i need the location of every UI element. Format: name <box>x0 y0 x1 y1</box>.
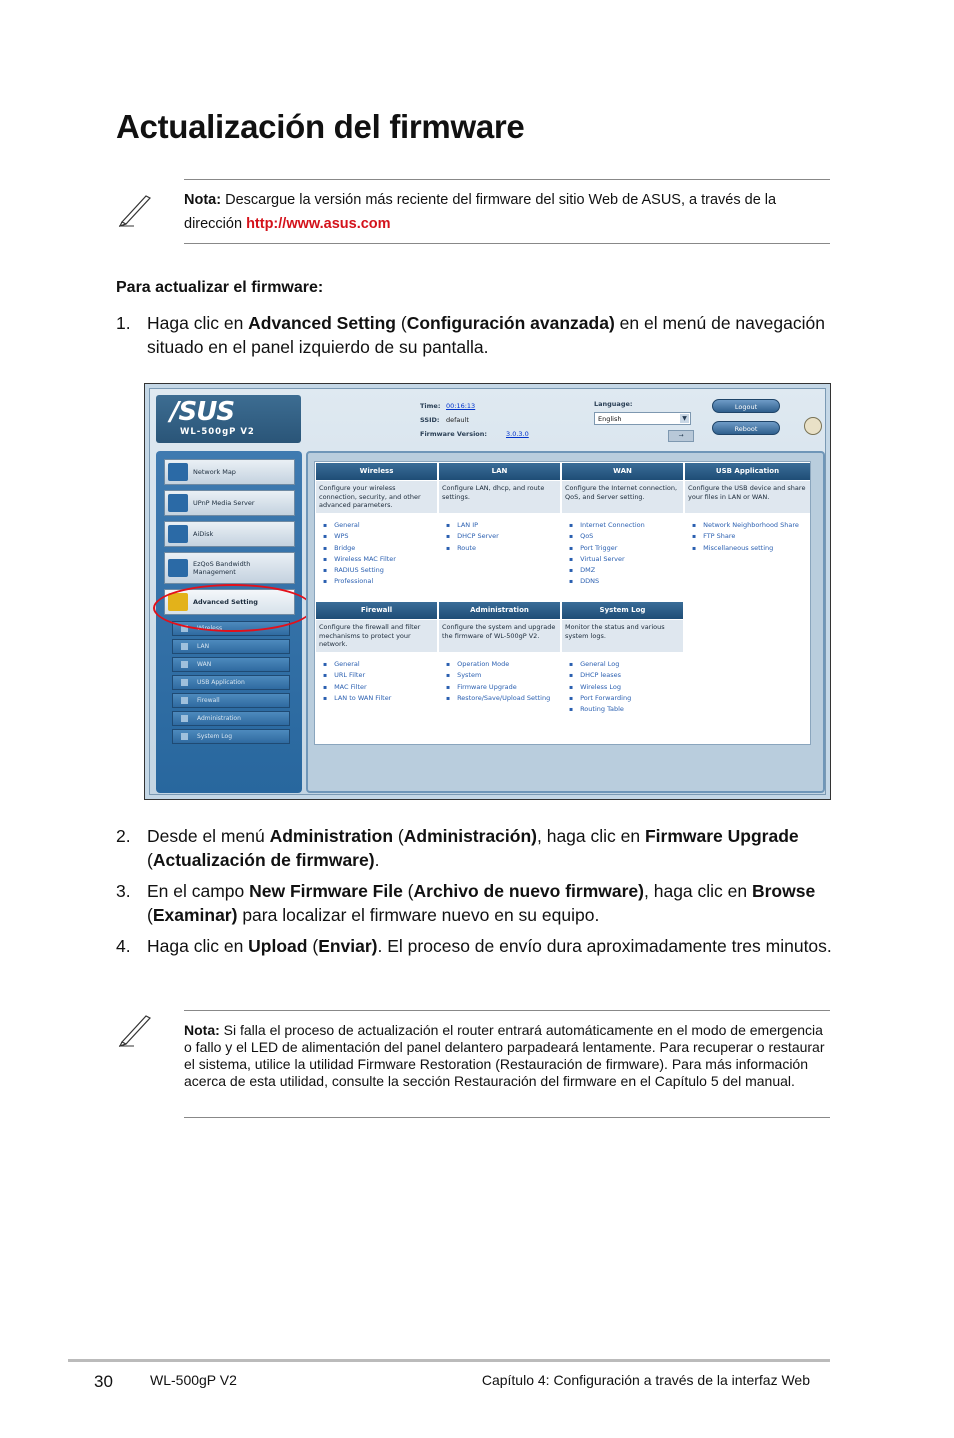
sidebar-item-label: EzQoS Bandwidth Management <box>193 560 251 576</box>
router-ui-screenshot <box>144 383 831 800</box>
step-text-fragment: ( <box>307 936 319 956</box>
step-text-fragment: . <box>374 850 380 870</box>
link-item[interactable]: ▪ LAN to WAN Filter <box>323 693 391 704</box>
note-text: Descargue la versión más reciente del firmware del sitio Web de ASUS, a través de la dirección <box>184 192 777 232</box>
time-value[interactable]: 00:16:13 <box>446 402 476 410</box>
arrow-right-icon <box>181 733 188 740</box>
pen-note-icon <box>116 188 156 228</box>
step-bold-term: Administration <box>269 826 394 846</box>
link-item[interactable]: ▪ URL Filter <box>323 670 391 681</box>
step-text-fragment: , haga clic en <box>536 826 645 846</box>
sidebar-item-label: AiDisk <box>193 530 214 538</box>
link-item[interactable]: ▪ DHCP Server <box>446 531 499 542</box>
language-label: Language: <box>594 400 633 408</box>
category-desc: Configure the firewall and filter mechanisms to protect your network. <box>316 620 437 652</box>
category-header-usb-application[interactable]: USB Application <box>685 463 810 480</box>
footer-model: WL-500gP V2 <box>150 1372 237 1388</box>
note-recovery <box>184 1010 830 1118</box>
sidebar-sub-label: Wireless <box>197 625 223 632</box>
step-bold-term: Browse <box>751 881 816 901</box>
step-text-fragment: En el campo <box>147 881 250 901</box>
arrow-right-icon <box>181 679 188 686</box>
link-item[interactable]: ▪ General <box>323 520 396 531</box>
time-label: Time: <box>420 402 441 410</box>
step-bold-term: Administración) <box>403 826 537 846</box>
arrow-right-icon <box>181 697 188 704</box>
sidebar-sub-label: System Log <box>197 733 232 740</box>
step-bold-term: Enviar) <box>318 936 378 956</box>
apply-button[interactable]: → <box>668 430 694 442</box>
sidebar-sub-label: LAN <box>197 643 210 650</box>
page-title: Actualización del firmware <box>116 108 525 145</box>
router-ui-frame <box>149 388 826 795</box>
router-model: WL-500gP V2 <box>180 427 255 437</box>
category-desc: Configure your wireless connection, security, and other advanced parameters. <box>316 481 437 513</box>
step-bold-term: Examinar) <box>152 905 238 925</box>
language-select[interactable] <box>594 412 691 425</box>
link-item[interactable]: ▪ General <box>323 659 391 670</box>
link-item[interactable]: ▪ System <box>446 670 558 681</box>
step-bold-term: Firmware Upgrade <box>644 826 799 846</box>
category-desc: Configure the Internet connection, QoS, and Server setting. <box>562 481 683 513</box>
step-text-fragment: ( <box>393 826 404 846</box>
arrow-right-icon <box>181 715 188 722</box>
footer-divider <box>68 1359 830 1362</box>
sidebar-sub-wan[interactable] <box>172 657 290 672</box>
step-text-fragment: Desde el menú <box>147 826 270 846</box>
footer-chapter: Capítulo 4: Configuración a través de la interfaz Web <box>481 1372 810 1388</box>
link-item[interactable]: ▪ FTP Share <box>692 531 807 542</box>
step-bold-term: Configuración avanzada) <box>406 313 615 333</box>
link-item[interactable]: ▪ Routing Table <box>569 704 631 715</box>
wireless-links <box>323 520 396 588</box>
note-download-firmware <box>184 179 830 244</box>
sidebar-sub-administration[interactable] <box>172 711 290 726</box>
step-bold-term: Actualización de firmware) <box>152 850 375 870</box>
category-header-system-log[interactable]: System Log <box>562 602 683 619</box>
asus-logo-box <box>156 395 301 443</box>
step-text-fragment: , haga clic en <box>644 881 752 901</box>
step-number: 2. <box>116 826 131 846</box>
step-number: 4. <box>116 936 131 956</box>
qos-icon <box>168 559 188 577</box>
step-number: 3. <box>116 881 131 901</box>
link-item[interactable]: ▪ RADIUS Setting <box>323 565 396 576</box>
link-item[interactable]: ▪ Port Trigger <box>569 543 645 554</box>
link-item[interactable]: ▪ DMZ <box>569 565 645 576</box>
link-item[interactable]: ▪ MAC Filter <box>323 682 391 693</box>
pen-note-icon <box>116 1008 156 1048</box>
link-item[interactable]: ▪ DHCP leases <box>569 670 631 681</box>
step-text-fragment: ( <box>395 313 407 333</box>
category-header-firewall[interactable]: Firewall <box>316 602 437 619</box>
step-text-fragment: Haga clic en <box>147 313 249 333</box>
step-3 <box>116 879 836 927</box>
step-text <box>147 934 836 958</box>
step-bold-term: Archivo de nuevo firmware) <box>413 881 644 901</box>
system-log-links <box>569 659 631 715</box>
note-label: Nota: <box>184 1022 220 1038</box>
step-text-fragment: . El proceso de envío dura aproximadamente tres minutos. <box>377 936 832 956</box>
step-text <box>147 311 836 359</box>
step-text-fragment: Haga clic en <box>147 936 249 956</box>
link-item[interactable]: ▪ Operation Mode <box>446 659 558 670</box>
category-desc: Configure the system and upgrade the firmware of WL-500gP V2. <box>439 620 560 652</box>
wan-links <box>569 520 645 588</box>
link-item[interactable]: ▪ Wireless Log <box>569 682 631 693</box>
step-text-fragment: ( <box>147 850 153 870</box>
step-text <box>147 824 836 872</box>
link-item[interactable]: ▪ Firmware Upgrade <box>446 682 558 693</box>
step-number: 1. <box>116 313 131 333</box>
language-value: English <box>598 415 622 423</box>
asus-url-link[interactable]: http://www.asus.com <box>246 216 391 232</box>
administration-links <box>446 659 558 704</box>
link-item[interactable]: ▪ Professional <box>323 576 396 587</box>
asus-logo: /SUS <box>170 397 235 427</box>
category-header-administration[interactable]: Administration <box>439 602 560 619</box>
sidebar-sub-label: Administration <box>197 715 241 722</box>
category-header-lan[interactable]: LAN <box>439 463 560 480</box>
step-text-fragment: ( <box>147 905 153 925</box>
link-item[interactable]: ▪ Network Neighborhood Share <box>692 520 807 531</box>
sidebar-item-ezqos[interactable] <box>164 552 295 584</box>
network-map-icon <box>168 463 188 481</box>
sidebar-item-label: Advanced Setting <box>193 598 258 606</box>
sidebar-sub-system-log[interactable] <box>172 729 290 744</box>
sidebar-sub-firewall[interactable] <box>172 693 290 708</box>
sidebar-sub-usb-application[interactable] <box>172 675 290 690</box>
ssid-value: default <box>446 416 469 424</box>
ssid-label: SSID: <box>420 416 440 424</box>
sidebar-sub-label: Firewall <box>197 697 220 704</box>
step-2 <box>116 824 836 872</box>
step-text-fragment: para localizar el firmware nuevo en su equipo. <box>237 905 600 925</box>
firmware-version-value[interactable]: 3.0.3.0 <box>506 430 529 438</box>
section-heading: Para actualizar el firmware: <box>116 279 324 296</box>
link-item[interactable]: ▪ Route <box>446 543 499 554</box>
category-header-wan[interactable]: WAN <box>562 463 683 480</box>
step-bold-term: Upload <box>248 936 308 956</box>
step-bold-term: New Firmware File <box>249 881 403 901</box>
category-header-wireless[interactable]: Wireless <box>316 463 437 480</box>
arrow-right-icon <box>181 661 188 668</box>
category-grid <box>314 461 811 745</box>
sidebar-item-network-map[interactable] <box>164 459 295 485</box>
chevron-down-icon: ▼ <box>680 414 689 423</box>
sidebar-sub-lan[interactable] <box>172 639 290 654</box>
firewall-links <box>323 659 391 704</box>
link-item[interactable]: ▪ Internet Connection <box>569 520 645 531</box>
step-text-fragment: ( <box>402 881 414 901</box>
step-text-fragment: en el menú de navegación situado en el panel izquierdo de su pantalla. <box>147 313 825 357</box>
link-item[interactable]: ▪ General Log <box>569 659 631 670</box>
link-item[interactable]: ▪ Wireless MAC Filter <box>323 554 396 565</box>
link-item[interactable]: ▪ Restore/Save/Upload Setting <box>446 693 558 704</box>
media-server-icon <box>168 494 188 512</box>
note-text: Si falla el proceso de actualización el router entrará automáticamente en el modo de emergencia o fallo y el LED de alimentación del panel delantero parpadeará lentamente. Para recuperar o restaurar el sistema, utilice la utilidad Firmware Restoration (Restauración de firmware). Para más información acerca de esta utilidad, consulte la sección Restauración del firmware en el Capítulo 5 del manual. <box>184 1022 825 1089</box>
sidebar-sub-label: USB Application <box>197 679 245 686</box>
reboot-button[interactable]: Reboot <box>712 421 780 435</box>
lan-links <box>446 520 499 554</box>
note-label: Nota: <box>184 192 222 208</box>
firmware-version-label: Firmware Version: <box>420 430 487 438</box>
arrow-right-icon <box>181 643 188 650</box>
link-item[interactable]: ▪ Virtual Server <box>569 554 645 565</box>
step-bold-term: Advanced Setting <box>248 313 396 333</box>
link-item[interactable]: ▪ DDNS <box>569 576 645 587</box>
link-item[interactable]: ▪ Port Forwarding <box>569 693 631 704</box>
link-item[interactable]: ▪ Miscellaneous setting <box>692 543 807 554</box>
sidebar-sub-label: WAN <box>197 661 212 668</box>
mascot-icon <box>804 417 822 435</box>
category-desc: Configure LAN, dhcp, and route settings. <box>439 481 560 513</box>
usb-links <box>692 520 807 554</box>
link-item[interactable]: ▪ Bridge <box>323 543 396 554</box>
sidebar-item-aidisk[interactable] <box>164 521 295 547</box>
link-item[interactable]: ▪ WPS <box>323 531 396 542</box>
step-1 <box>116 311 836 359</box>
category-desc: Configure the USB device and share your files in LAN or WAN. <box>685 481 810 513</box>
highlight-circle <box>153 584 313 632</box>
aidisk-icon <box>168 525 188 543</box>
step-text <box>147 879 836 927</box>
router-main-panel <box>306 451 825 793</box>
sidebar-item-upnp-media-server[interactable] <box>164 490 295 516</box>
category-desc: Monitor the status and various system logs. <box>562 620 683 652</box>
link-item[interactable]: ▪ QoS <box>569 531 645 542</box>
sidebar-item-label: Network Map <box>193 468 236 476</box>
page-number: 30 <box>94 1372 113 1391</box>
logout-button[interactable]: Logout <box>712 399 780 413</box>
sidebar-item-label: UPnP Media Server <box>193 499 255 507</box>
step-4 <box>116 934 836 958</box>
link-item[interactable]: ▪ LAN IP <box>446 520 499 531</box>
